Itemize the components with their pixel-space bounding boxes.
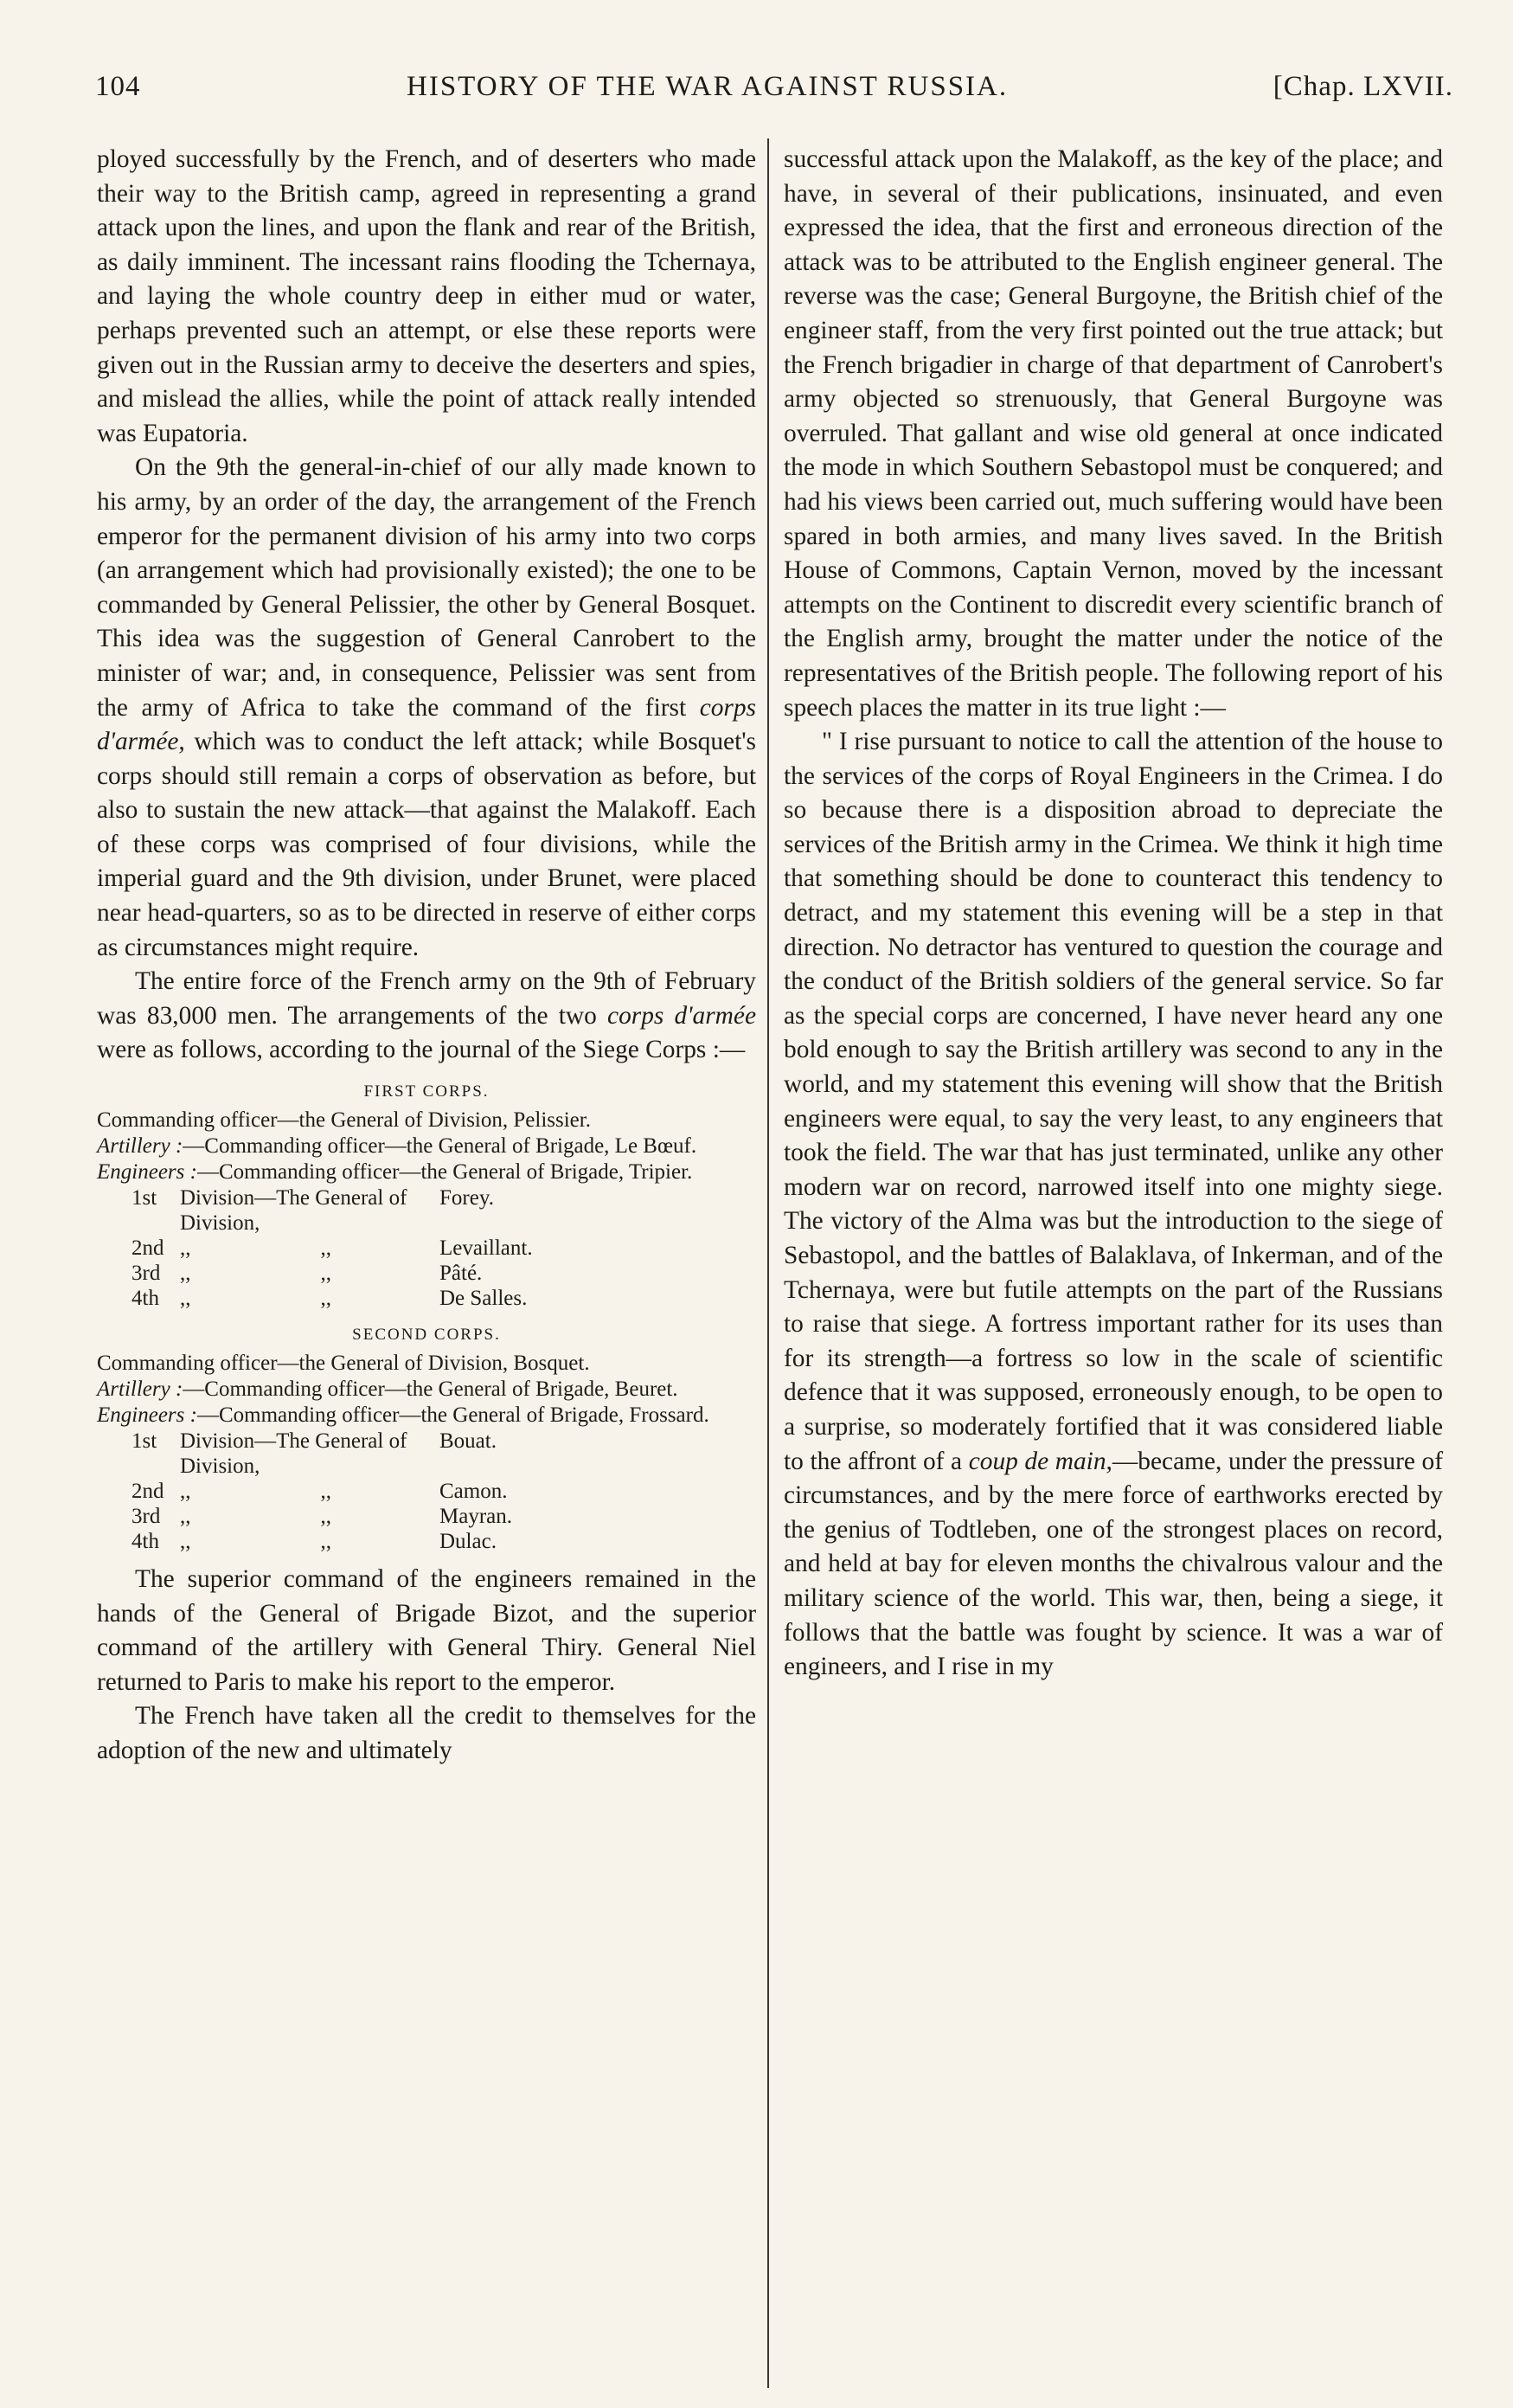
right-column bbox=[784, 143, 1443, 1685]
table-row: 1st Division—The General of Division, Forey. bbox=[131, 1186, 494, 1236]
division-table bbox=[131, 1185, 612, 1311]
running-header bbox=[95, 71, 1453, 114]
roster-entry: Artillery :—Commanding officer—the General of Brigade, Le Bœuf. bbox=[97, 1134, 697, 1159]
table-row: 4th ,, ,, De Salles. bbox=[131, 1287, 528, 1311]
table-row: 2nd ,, ,, Camon. bbox=[131, 1480, 508, 1504]
column-divider bbox=[767, 138, 769, 2388]
roster-entry: Engineers :—Commanding officer—the General of Brigade, Frossard. bbox=[97, 1403, 709, 1428]
quoted-speech: " I rise pursuant to notice to call the attention of the house to the services of the corps of Royal Engineers in the Crimea. I do so because there is a disposition abroad to depreciate the services of the British army in the Crimea. We think it high time that something should be done to counteract this tendency to detract, and my statement this evening will be a step in that direction. No detractor has ventured to question the courage and the conduct of the British soldiers of the general service. So far as the special corps are concerned, I have never heard any one bold enough to say the British artillery was second to any in the world, and my statement this evening will show that the British engineers were equal, to say the very least, to any engineers that took the field. The war that has just terminated, unlike any other modern war on record, narrowed itself into one mighty siege. The victory of the Alma was but the introduction to the siege of Sebastopol, and the battles of Balaklava, of Inkerman, and of the Tchernaya, were but futile attempts on the part of the Russians to raise that siege. A fortress important rather for its uses than for its strength—a fortress so low in the scale of scientific defence that it was supposed, erroneously enough, to be open to a surprise, so moderately fortified that it was considered liable to the affront of a coup de main,—became, under the pressure of circumstances, and by the mere force of earthworks erected by the genius of Todtleben, one of the strongest places on record, and held at bay for eleven months the chivalrous valour and the military science of the world. This war, then, being a siege, it follows that the battle was fought by science. It was a war of engineers, and I rise in my bbox=[784, 728, 1443, 1681]
page-number: 104 bbox=[95, 71, 141, 102]
left-column bbox=[97, 143, 756, 1769]
running-title: HISTORY OF THE WAR AGAINST RUSSIA. bbox=[407, 71, 1009, 102]
table-row: 4th ,, ,, Dulac. bbox=[131, 1530, 497, 1554]
roster-entry: Engineers :—Commanding officer—the General of Brigade, Tripier. bbox=[97, 1160, 693, 1185]
second-corps-roster bbox=[97, 1323, 756, 1554]
paragraph: The entire force of the French army on the 9th of February was 83,000 men. The arrangements of the two corps d'armée were as follows, according to the journal of the Siege Corps :— bbox=[97, 967, 756, 1064]
paragraph: On the 9th the general-in-chief of our ally made known to his army, by an order of the day, the arrangement of the French emperor for the permanent division of his army into two corps (an arrangement which had provisionally existed); the one to be commanded by General Pelissier, the other by General Bosquet. This idea was the suggestion of General Canrobert to the minister of war; and, in consequence, Pelissier was sent from the army of Africa to take the command of the first corps d'armée, which was to conduct the left attack; while Bosquet's corps should still remain a corps of observation as before, but also to sustain the new attack—that against the Malakoff. Each of these corps was comprised of four divisions, while the imperial guard and the 9th division, under Brunet, were placed near head-quarters, so as to be directed in reserve of either corps as circumstances might require. bbox=[97, 453, 756, 961]
section-heading: SECOND CORPS. bbox=[352, 1326, 501, 1345]
paragraph: The French have taken all the credit to themselves for the adoption of the new and ultimately bbox=[97, 1702, 756, 1764]
division-table bbox=[131, 1429, 612, 1554]
section-heading: FIRST CORPS. bbox=[363, 1082, 490, 1101]
table-row: 3rd ,, ,, Pâté. bbox=[131, 1262, 483, 1286]
table-row: 1st Division—The General of Division, Bouat. bbox=[131, 1429, 497, 1479]
table-row: 3rd ,, ,, Mayran. bbox=[131, 1505, 512, 1529]
paragraph: successful attack upon the Malakoff, as the key of the place; and have, in several of their publications, insinuated, and even expressed the idea, that the first and erroneous direction of the attack was to be attributed to the English engineer general. The reverse was the case; General Burgoyne, the British chief of the engineer staff, from the very first pointed out the true attack; but the French brigadier in charge of that department of Canrobert's army objected so strenuously, that General Burgoyne was overruled. That gallant and wise old general at once indicated the mode in which Southern Sebastopol must be conquered; and had his views been carried out, much suffering would have been spared in both armies, and many lives saved. In the British House of Commons, Captain Vernon, moved by the incessant attempts on the Continent to discredit every scientific branch of the English army, brought the matter under the notice of the representatives of the British people. The following report of his speech places the matter in its true light :— bbox=[784, 145, 1443, 722]
roster-entry: Commanding officer—the General of Division, Pelissier. bbox=[97, 1108, 591, 1133]
paragraph: ployed successfully by the French, and of deserters who made their way to the British camp, agreed in representing a grand attack upon the lines, and upon the flank and rear of the British, as daily imminent. The incessant rains flooding the Tchernaya, and laying the whole country deep in either mud or water, perhaps prevented such an attempt, or else these reports were given out in the Russian army to deceive the deserters and spies, and mislead the allies, while the point of attack really intended was Eupatoria. bbox=[97, 145, 756, 447]
chapter-label: [Chap. LXVII. bbox=[1273, 71, 1453, 102]
table-row: 2nd ,, ,, Levaillant. bbox=[131, 1236, 533, 1261]
roster-entry: Commanding officer—the General of Division, Bosquet. bbox=[97, 1352, 590, 1376]
paragraph: The superior command of the engineers remained in the hands of the General of Brigade Bizot, and the superior command of the artillery with General Thiry. General Niel returned to Paris to make his report to the emperor. bbox=[97, 1565, 756, 1696]
first-corps-roster bbox=[97, 1080, 756, 1311]
roster-entry: Artillery :—Commanding officer—the General of Brigade, Beuret. bbox=[97, 1377, 678, 1402]
